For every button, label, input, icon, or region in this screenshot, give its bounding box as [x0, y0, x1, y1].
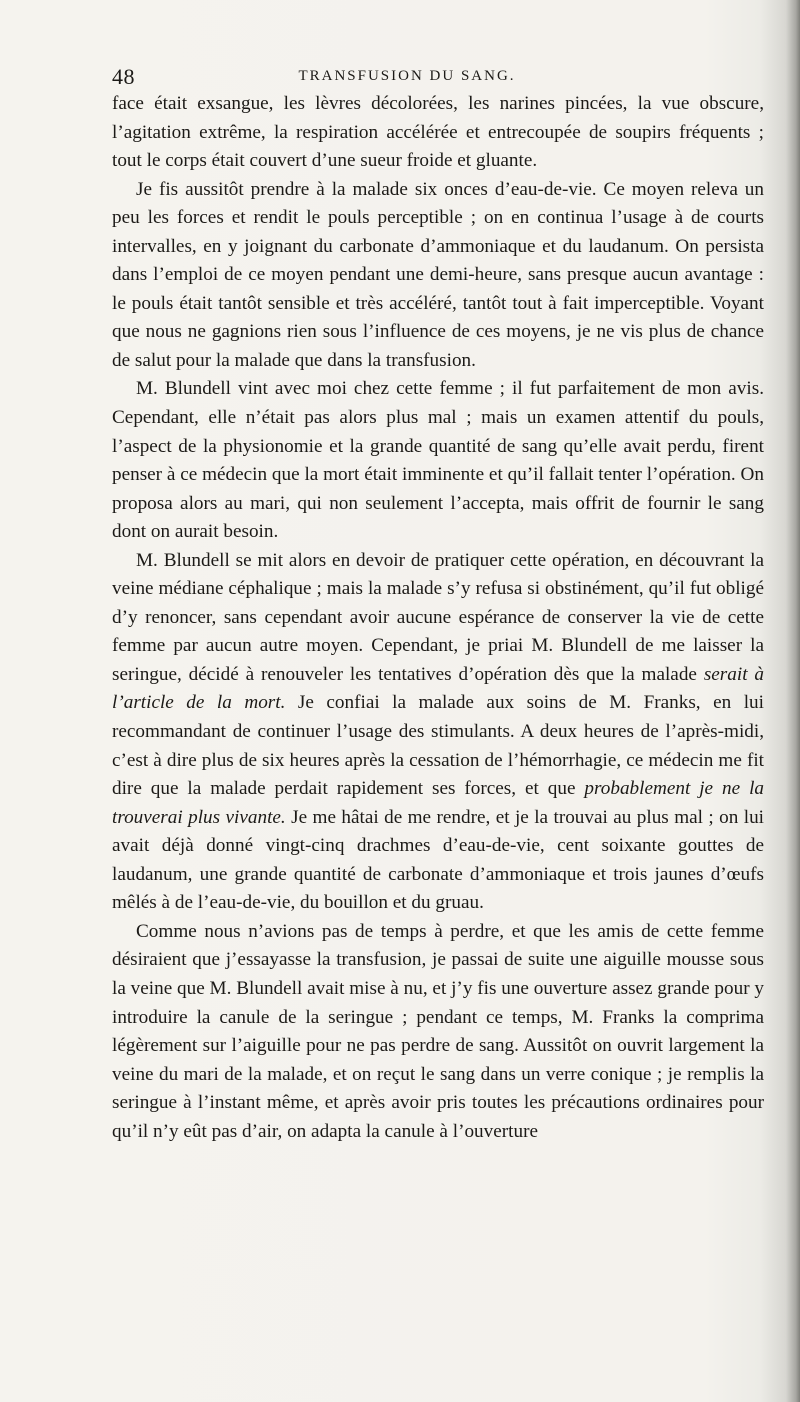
paragraph: [112, 918, 764, 1146]
paragraph: [112, 176, 764, 376]
text-segment: M. Blundell se mit alors en devoir de pratiquer cette opération, en découvrant la veine médiane céphalique ; mais la malade s’y refusa si obstinément, qu’il fut obligé d’y renoncer, sans cependant avoir aucune espérance de conserver la vie de cette femme par aucun autre moyen. Cependant, je priai M. Blundell de me laisser la seringue, décidé à renouveler les tentatives d’opération dès que la malade: [112, 549, 764, 685]
paragraph: [112, 547, 764, 918]
text-segment: Je fis aussitôt prendre à la malade six onces d’eau-de-vie. Ce moyen releva un peu les forces et rendit le pouls perceptible ; on en continua l’usage à de courts intervalles, en y joignant du carbonate d’ammoniaque et du laudanum. On persista dans l’emploi de ce moyen pendant une demi-heure, sans presque aucun avantage : le pouls était tantôt sensible et très accéléré, tantôt tout à fait imperceptible. Voyant que nous ne gagnions rien sous l’influence de ces moyens, je ne vis plus de chance de salut pour la malade que dans la transfusion.: [112, 178, 764, 371]
body-text: [112, 90, 764, 1146]
page-edge-shadow: [786, 0, 800, 1402]
text-segment: Je me hâtai de me rendre, et je la trouvai au plus mal ; on lui avait déjà donné vingt-cinq drachmes d’eau-de-vie, cent soixante gouttes de laudanum, une grande quantité de carbonate d’ammoniaque et trois jaunes d’œufs mêlés à de l’eau-de-vie, du bouillon et du gruau.: [112, 806, 764, 914]
paragraph: [112, 375, 764, 546]
text-segment: face était exsangue, les lèvres décolorées, les narines pincées, la vue obscure, l’agitation extrême, la respiration accélérée et entrecoupée de soupirs fréquents ; tout le corps était couvert d’une sueur froide et gluante.: [112, 93, 764, 172]
italic-phrase: serait à l’article de la mort.: [112, 663, 764, 714]
italic-phrase: probablement je ne la trouverai plus vivante.: [112, 778, 764, 828]
text-segment: M. Blundell vint avec moi chez cette femme ; il fut parfaitement de mon avis. Cependant, elle n’était pas alors plus mal ; mais un examen attentif du pouls, l’aspect de la physionomie et la grande quantité de sang qu’elle avait perdu, firent penser à ce médecin que la mort était imminente et qu’il fallait tenter l’opération. On proposa alors au mari, qui non seulement l’accepta, mais offrit de fournir le sang dont on aurait besoin.: [112, 378, 764, 543]
text-segment: Je confiai la malade aux soins de M. Franks, en lui recommandant de continuer l’usage des stimulants. A deux heures de l’après-midi, c’est à dire plus de six heures après la cessation de l’hémorrhagie, ce médecin me fit dire que la malade perdait rapidement ses forces, et que: [112, 692, 764, 800]
text-segment: Comme nous n’avions pas de temps à perdre, et que les amis de cette femme désiraient que j’essayasse la transfusion, je passai de suite une aiguille mousse sous la veine que M. Blundell avait mise à nu, et j’y fis une ouverture assez grande pour y introduire la canule de la seringue ; pendant ce temps, M. Franks la comprima légèrement sur l’aiguille pour ne pas perdre de sang. Aussitôt on ouvrit largement la veine du mari de la malade, et on reçut le sang dans un verre conique ; je remplis la seringue à l’instant même, et après avoir pris toutes les précautions ordinaires pour qu’il n’y eût pas d’air, on adapta la canule à l’ouverture: [112, 920, 764, 1142]
paragraph: [112, 90, 764, 176]
page-number: 48: [112, 64, 135, 89]
running-head: TRANSFUSION DU SANG.: [298, 68, 516, 84]
